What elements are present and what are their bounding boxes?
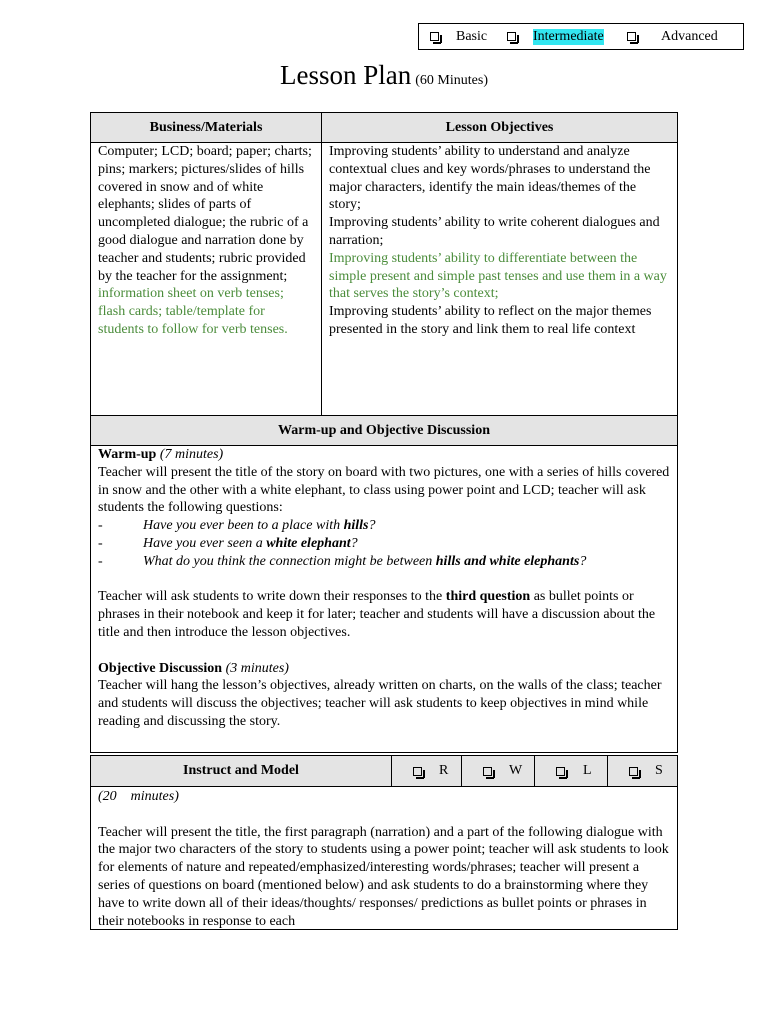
title-duration: (60 Minutes): [415, 73, 488, 88]
writing-checkbox[interactable]: [483, 767, 492, 776]
instruct-time: (20 minutes): [98, 789, 179, 804]
page-title: [0, 60, 768, 91]
level-selector: [418, 23, 744, 50]
skill-r: R: [439, 763, 449, 778]
skill-w: W: [509, 763, 523, 778]
question-2: - Have you ever seen a white elephant?: [98, 535, 670, 553]
business-cell: [91, 143, 322, 416]
skill-s: S: [655, 763, 663, 778]
objective-4: Improving students’ ability to reflect on the major themes presented in the story and link them to real life context: [329, 304, 652, 337]
warmup-label: Warm-up: [98, 447, 157, 462]
intermediate-checkbox[interactable]: [507, 32, 516, 41]
instruct-header-row: [90, 755, 678, 787]
instruct-text: Teacher will present the title, the first paragraph (narration) and a part of the following dialogue with the major two characters of the story to students using a power point; teacher will ask students to look for elements of nature and repeated/emphasized/interesting words/phrases; teacher will present a series of questions on board (mentioned below) and ask students to do a brainstorming where they have to write down all of their ideas/thoughts/ responses/ predictions as bullet points or phrases in their notebooks in response to each: [98, 824, 669, 929]
lesson-plan-table: [90, 112, 678, 753]
objdisc-text: Teacher will hang the lesson’s objectives, already written on charts, on the walls of the class; teacher and students will discuss the objectives; teacher will ask students to keep objectives in mind while reading and discussing the story.: [98, 678, 662, 729]
warmup-questions: [98, 517, 670, 570]
warmup-cell: [91, 446, 678, 753]
instruct-body: [90, 787, 678, 930]
objectives-header: Lesson Objectives: [322, 113, 678, 143]
question-3: - What do you think the connection might be between hills and white elephants?: [98, 553, 670, 571]
business-text-green: information sheet on verb tenses; flash cards; table/template for students to follow for verb tenses.: [98, 286, 288, 337]
business-text: Computer; LCD; board; paper; charts; pins; markers; pictures/slides of hills covered in snow and of white elephants; slides of parts of uncompleted dialogue; the rubric of a good dialogue and narration done by teacher and students; rubric provided by the teacher for the assignment;: [98, 144, 312, 284]
basic-label: Basic: [456, 29, 488, 44]
objdisc-label: Objective Discussion: [98, 660, 223, 676]
reading-checkbox[interactable]: [413, 767, 422, 776]
warmup-text: Teacher will present the title of the story on board with two pictures, one with a series of hills covered in snow and the other with a white elephant, to class using power point and LCD; teacher will ask students the following questions:: [98, 464, 670, 516]
skill-l: L: [583, 763, 592, 778]
objdisc-time: (3 minutes): [225, 660, 289, 676]
objective-2: Improving students’ ability to write coherent dialogues and narration;: [329, 215, 660, 248]
business-header: Business/Materials: [91, 113, 322, 143]
advanced-label: Advanced: [661, 29, 718, 44]
objectives-cell: [322, 143, 678, 416]
intermediate-label: Intermediate: [533, 29, 604, 44]
speaking-checkbox[interactable]: [629, 767, 638, 776]
instruct-header: Instruct and Model: [183, 763, 299, 778]
objective-3: Improving students’ ability to differentiate between the simple present and simple past tenses and use them in a way that serves the story’s context;: [329, 250, 667, 302]
objective-1: Improving students’ ability to understand and analyze contextual clues and key words/phrases to understand the major characters, identify the main ideas/themes of the story;: [329, 144, 651, 213]
advanced-checkbox[interactable]: [627, 32, 636, 41]
listening-checkbox[interactable]: [556, 767, 565, 776]
warmup-time: (7 minutes): [159, 447, 224, 462]
basic-checkbox[interactable]: [430, 32, 439, 41]
question-1: - Have you ever been to a place with hills?: [98, 517, 670, 535]
warmup-header: Warm-up and Objective Discussion: [91, 416, 678, 446]
title-main: Lesson Plan: [280, 60, 412, 90]
warmup-para2: Teacher will ask students to write down their responses to the third question as bullet points or phrases in their notebook and keep it for later; teacher and students will have a discussion about the title and then introduce the lesson objectives.: [98, 589, 656, 640]
